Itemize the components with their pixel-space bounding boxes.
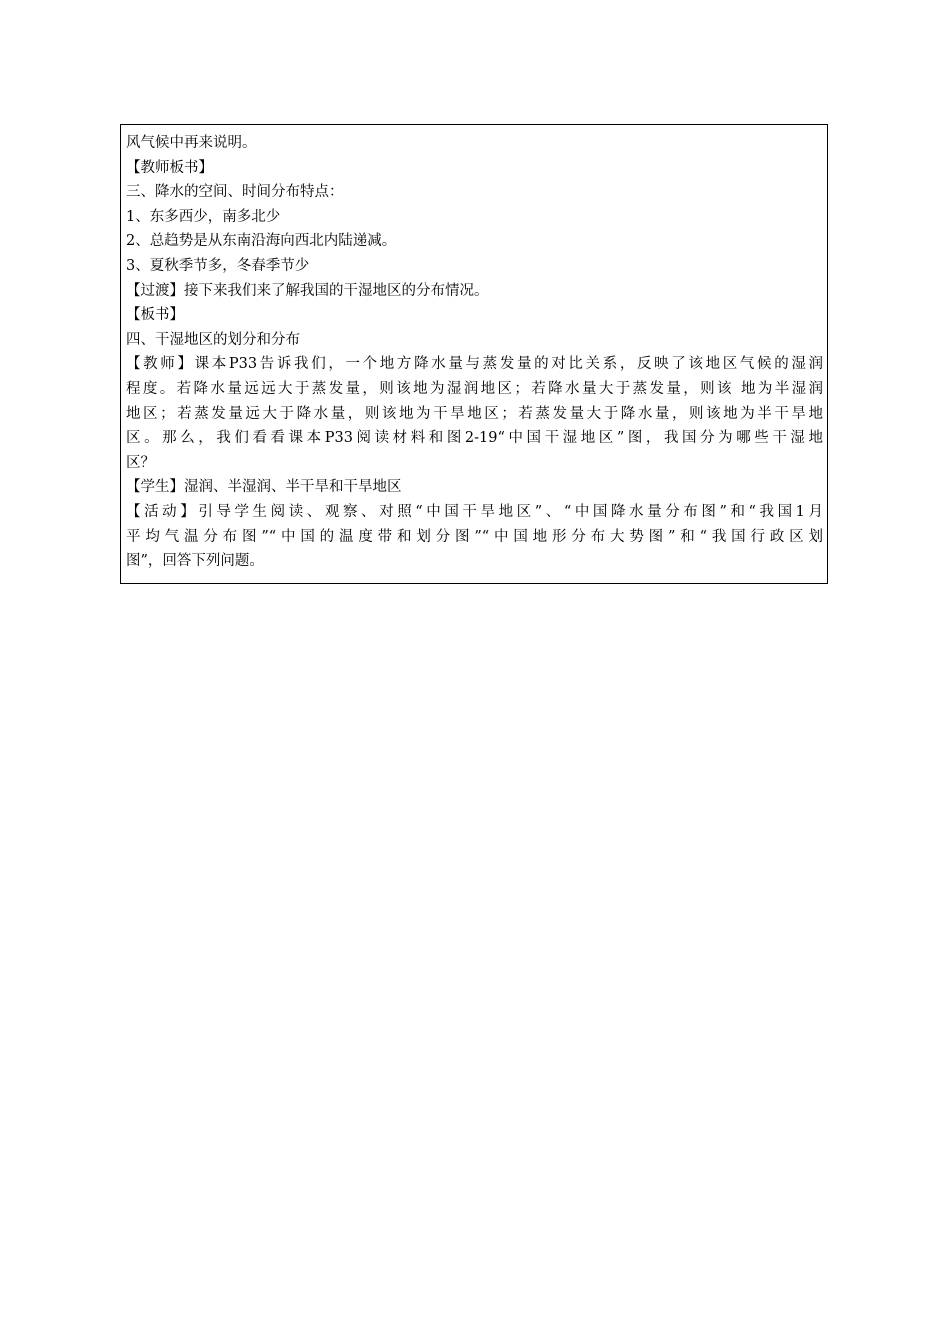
paragraph-line: 【活动】引导学生阅读、观察、对照“中国干旱地区”、“中国降水量分布图”和“我国1月 <box>126 503 823 520</box>
paragraph-line: 图”，回答下列问题。 <box>126 553 264 570</box>
list-item: 3、夏秋季节多，冬春季节少 <box>126 257 310 274</box>
paragraph-line: 区。那么，我们看看课本P33阅读材料和图2-19“中国干湿地区”图，我国分为哪些干湿地 <box>126 430 823 447</box>
section-label-board: 【板书】 <box>126 307 184 324</box>
heading-precipitation-distribution: 三、降水的空间、时间分布特点： <box>126 184 344 201</box>
section-label-teacher-board: 【教师板书】 <box>126 159 213 176</box>
student-answer-line: 【学生】湿润、半湿润、半干旱和干旱地区 <box>126 479 402 496</box>
heading-dry-wet-regions: 四、干湿地区的划分和分布 <box>126 331 300 348</box>
paragraph-line: 【教师】课本P33告诉我们，一个地方降水量与蒸发量的对比关系，反映了该地区气候的湿润 <box>126 356 823 373</box>
transition-line: 【过渡】接下来我们来了解我国的干湿地区的分布情况。 <box>126 282 489 299</box>
text-line: 风气候中再来说明。 <box>126 135 257 151</box>
paragraph-line: 区？ <box>126 454 155 471</box>
paragraph-line: 平均气温分布图”“中国的温度带和划分图”“中国地形分布大势图”和“我国行政区划 <box>126 528 823 545</box>
list-item: 1、东多西少，南多北少 <box>126 208 281 225</box>
activity-paragraph <box>126 500 823 574</box>
paragraph-line: 地区；若蒸发量远大于降水量，则该地为干旱地区；若蒸发量大于降水量，则该地为半干旱地 <box>126 405 823 422</box>
list-item: 2、总趋势是从东南沿海向西北内陆递减。 <box>126 233 397 250</box>
teacher-paragraph <box>126 352 823 475</box>
paragraph-line: 程度。若降水量远远大于蒸发量，则该地为湿润地区；若降水量大于蒸发量，则该 地为半湿润 <box>126 380 823 397</box>
lesson-content-box <box>120 124 828 584</box>
